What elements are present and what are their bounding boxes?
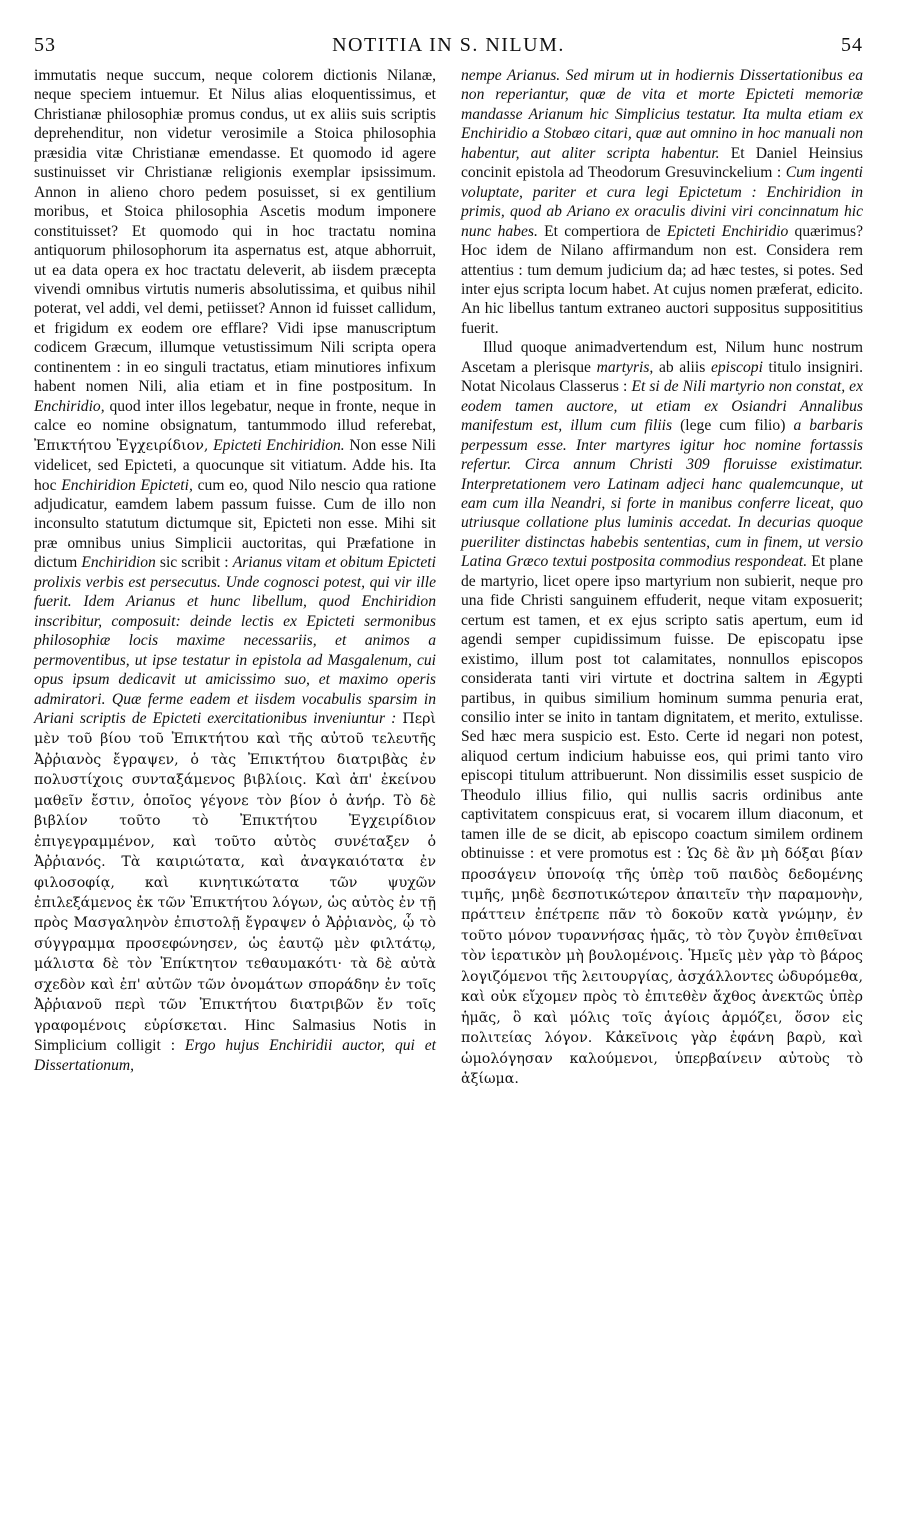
text-run: (lege cum filio) [672, 417, 794, 435]
text-run: quod inter illos legebatur, neque in fronte, neque in calce eo nomine obsignatum, tantummodo illud referebat, [34, 397, 436, 435]
text-run: cum eo, quod Nilo nescio qua ratione adjudicatur, eamdem labem passum fuisse. Cum de illo non inconsulto statutum dictumque sit, Epicteti non esse. Mihi sit præ omnibus unius Simplicii auctoritas, qui Præfatione in dictum [34, 476, 436, 572]
page-number-right: 54 [840, 34, 863, 56]
text-run: titulo insigniri. Notat Nicolaus Classerus : [461, 358, 863, 396]
greek-text-run: Ὡς δὲ ἂν μὴ δόξαι βίαν προσάγειν ὑπονοίᾳ τῆς ὑπὲρ τοῦ παιδὸς δεδομένης τιμῆς, μηδὲ δεσποτικώτερον ἀπαιτεῖν τὴν παραμονὴν, πράττειν ἐπέτρεπε πᾶν τὸ δοκοῦν κατὰ γνώμην, ἐν τοῦτο μόνον τυραννήσας ἡμᾶς, τὸ τὸν ζυγὸν ἐπιθεῖναι τὸν ἱερατικὸν μὴ βουλομένοις. Ἡμεῖς μὲν γὰρ τὸ βάρος λογιζόμενοι τῆς λειτουργίας, ἀσχάλλοντες ὠδυρόμεθα, καὶ οὐκ εἴχομεν πρὸς τὸ ἐπιτεθὲν ἄχθος ἀνεκτῶς ὑπὲρ ἡμᾶς, ὃ καὶ μόλις τοῖς ἁγίοις ἁρμόζει, ὅσον εἰς πολιτείας λόγον. Κἀκεῖνοις γὰρ ἐφάνη βαρὺ, καὶ ὡμολόγησαν καλούμενοι, ὑπερβαίνειν αὐτοὺς τὸ ἀξίωμα. [461, 846, 864, 1088]
text-run: Et compertiora de [537, 222, 667, 240]
text-run: ab aliis [653, 358, 711, 376]
running-header [34, 34, 863, 64]
text-run: immutatis neque succum, neque colorem dictionis Nilanæ, neque speciem intuemur. Et Nilus alias eloquentissimus, et Christianæ philosophiæ promus condus, ut ex aliis suis scriptis deprehenditur, non videtur verosimile a Stoica philosophia præsidia vitæ Christianæ emendasse. Et quomodo id agere sustinuisset vir Christianæ religionis exemplar ipsissimum. Annon in alieno choro pedem posuisset, si ex gentilium moribus, et Stoica philosophia Ascetis modum imponere constituisset? Et quomodo qui in hoc tractatu nomina antiquorum philosophorum ita aspernatus est, atque abhorruit, ut ea data opera ex hoc tractatu deleverit, ab iisdem præcepta vivendi omnibus virtutis numeris absolutissima, et quibus nihil poterat, vel addi, vel demi, petiisset? Annon id fuisset callidum, et frigidum ex eodem ore efflare? Vidi ipse manuscriptum codicem Græcum, illumque vetustissimum Nili scripta opera continentem : in eo singuli tractatus, etiam minutiores infixum habent nomen Nili, alia etiam et in fine postpositum. In [34, 67, 436, 396]
paragraph [461, 338, 863, 1089]
italic-text-run: a barbaris perpessum esse. Inter martyres igitur hoc nomine fortassis refertur. Circa annum Christi 309 floruisse existimatur. Interpretationem vero Latinam adjeci hanc qualemcunque, ut eam cum illa Neandri, si forte in manibus conferre liceat, quo utriusque collatione plus luminis accedat. In decurias quoque pueriliter distinctas habebis sententias, cum in finem, ut versio Latina Græco textui postposita commodius respondeat. [461, 417, 864, 571]
greek-text-run: Περὶ μὲν τοῦ βίου τοῦ Ἐπικτήτου καὶ τῆς αὐτοῦ τελευτῆς Ἀῤῥιανὸς ἔγραψεν, ὁ τὰς Ἐπικτήτου διατριβὰς ἐν πολυστίχοις συνταξάμενος βιβλίοις. Καὶ ἀπ' ἐκείνου μαθεῖν ἔστιν, ὁποῖος γέγονε τὸν βίον ὁ ἀνήρ. Τὸ δὲ βιβλίον τοῦτο τὸ Ἐπικτήτου Ἐγχειρίδιον ἐπιγεγραμμένον, καὶ τοῦτο αὐτὸς συνέταξεν ὁ Ἀῤῥιανός. Τὰ καιριώτατα, καὶ ἀναγκαιότατα ἐν φιλοσοφίᾳ, καὶ κινητικώτατα τῶν ψυχῶν ἐπιλεξάμενος ἐκ τῶν Ἐπικτήτου λόγων, ὡς αὐτὸς ἐν τῇ πρὸς Μασγαληνὸν ἐπιστολῇ ἔγραψεν ὁ Ἀῤῥιανὸς, ᾧ τὸ σύγγραμμα προσεφώνησεν, ὡς ἑαυτῷ μὲν φιλτάτῳ, μάλιστα δὲ τὸν Ἐπίκτητον τεθαυμακότι· τὰ δὲ αὐτὰ σχεδὸν καὶ ἐπ' αὐτῶν τῶν ὀνομάτων σποράδην ἐν τοῖς Ἀῤῥιανοῦ περὶ τῶν Ἐπικτήτου διατριβῶν ἔν τοῖς γραφομένοις εὑρίσκεται. [34, 710, 436, 1034]
italic-text-run: Et si de Nili martyrio non constat, ex eodem tamen auctore, ut etiam ex Osiandri Annalibus manifestum est, illum cum filiis [461, 378, 863, 435]
italic-text-run: Epicteti Enchiridion. [213, 436, 345, 454]
italic-text-run: martyris, [596, 358, 654, 376]
italic-text-run: Cum ingenti voluptate, pariter et cura legi Epictetum : Enchiridion in primis, quod ab Ariano ex oraculis divini viri concinnatum hic nunc habes. [461, 164, 863, 240]
right-column [461, 66, 863, 1090]
text-run: Et plane de martyrio, licet opere ipso martyrium non subierit, neque pro una fide Christi sanguinem effuderit, neque vitam exposuerit; certum est tamen, et ex ejus scripto satis apertum, eum id agendi semper cupidissimum fuisse. De episcopatu ipse existimo, illum post tot calamitates, nonnullos episcopos considerata tanti viri virtute et doctrina saltem in Ægypti partibus, in quibus similium hominum summa penuria erat, consilio inter se inito in tantam dignitatem, et merito, extulisse. Sed hæc mera suspicio est. Esto. Certe id negari non potest, aliquod certum indicium habuisse eos, qui primi tanto viro episcopi titulum attribuerunt. Non dissimilis esset suspicio de Theodulo illius filio, qui nullis sacris ordinibus ante captivitatem conspicuus erat, si vocarem illum diaconum, et tamen ille de se dicit, ab episcopo coactum similem ordinem obtinuisse : et vere promotus est : [461, 553, 863, 863]
italic-text-run: nempe Arianus. Sed mirum ut in hodiernis Dissertationibus ea non reperiantur, quæ de vita et morte Epicteti memoriæ mandasse Arianum hic Simplicius testatur. Ita multa etiam ex Enchiridio a Stobæo citari, quæ aut omnino in hoc manuali non habentur, aut aliter scripta habentur. [461, 67, 863, 162]
text-run: Et Daniel Heinsius concinit epistola ad Theodorum Gresuvinckelium : [461, 144, 863, 182]
page-number-left: 53 [34, 34, 56, 56]
paragraph [461, 66, 863, 338]
text-columns [34, 66, 863, 1090]
italic-text-run: episcopi [710, 358, 763, 376]
italic-text-run: Enchiridion Epicteti, [61, 476, 193, 494]
text-run: Non esse Nili videlicet, sed Epicteti, a quocunque sit vitiatum. Adde his. Ita hoc [34, 436, 436, 494]
italic-text-run: Epicteti Enchiridio [666, 222, 789, 240]
running-title: NOTITIA IN S. NILUM. [332, 34, 565, 56]
italic-text-run: Arianus vitam et obitum Epicteti prolixis verbis est persecutus. Unde cognosci potest, qui vir ille fuerit. Idem Arianus et hunc libellum, quod Enchiridion inscribitur, composuit: deinde lectis ex Epicteti sermonibus philosophiæ locis maxime necessariis, et animos a permoventibus, ut ipse testatur in epistola ad Masgalenum, cui opus ipsum dedicavit ut amicissimo suo, et maximo operis admiratori. Quæ ferme eadem et iisdem vocabulis sparsim in Ariani scriptis de Epicteti exercitationibus inveniuntur : [34, 554, 436, 727]
greek-text-run: Ἐπικτήτου Ἐγχειρίδιον, [34, 437, 209, 454]
text-run: Hinc Salmasius Notis in Simplicium colligit : [34, 1016, 436, 1055]
italic-text-run: Ergo hujus Enchiridii auctor, qui et Dissertationum, [34, 1037, 436, 1074]
text-run: quærimus? Hoc idem de Nilano affirmandum non est. Considera rem attentius : tum demum judicium da; ad hæc testes, si potes. Sed inter ejus scripta locum habet. At cujus nomen præferat, edicito. An hic libellus tantum extraneo auctori suppositus supposititius fuerit. [461, 222, 863, 337]
paragraph [34, 66, 436, 1075]
italic-text-run: Enchiridion [81, 554, 156, 572]
italic-text-run: Enchiridio, [34, 397, 105, 415]
text-run: sic scribit : [155, 554, 233, 572]
text-run: Illud quoque animadvertendum est, Nilum hunc nostrum Ascetam a plerisque [461, 339, 863, 376]
left-column [34, 66, 436, 1090]
